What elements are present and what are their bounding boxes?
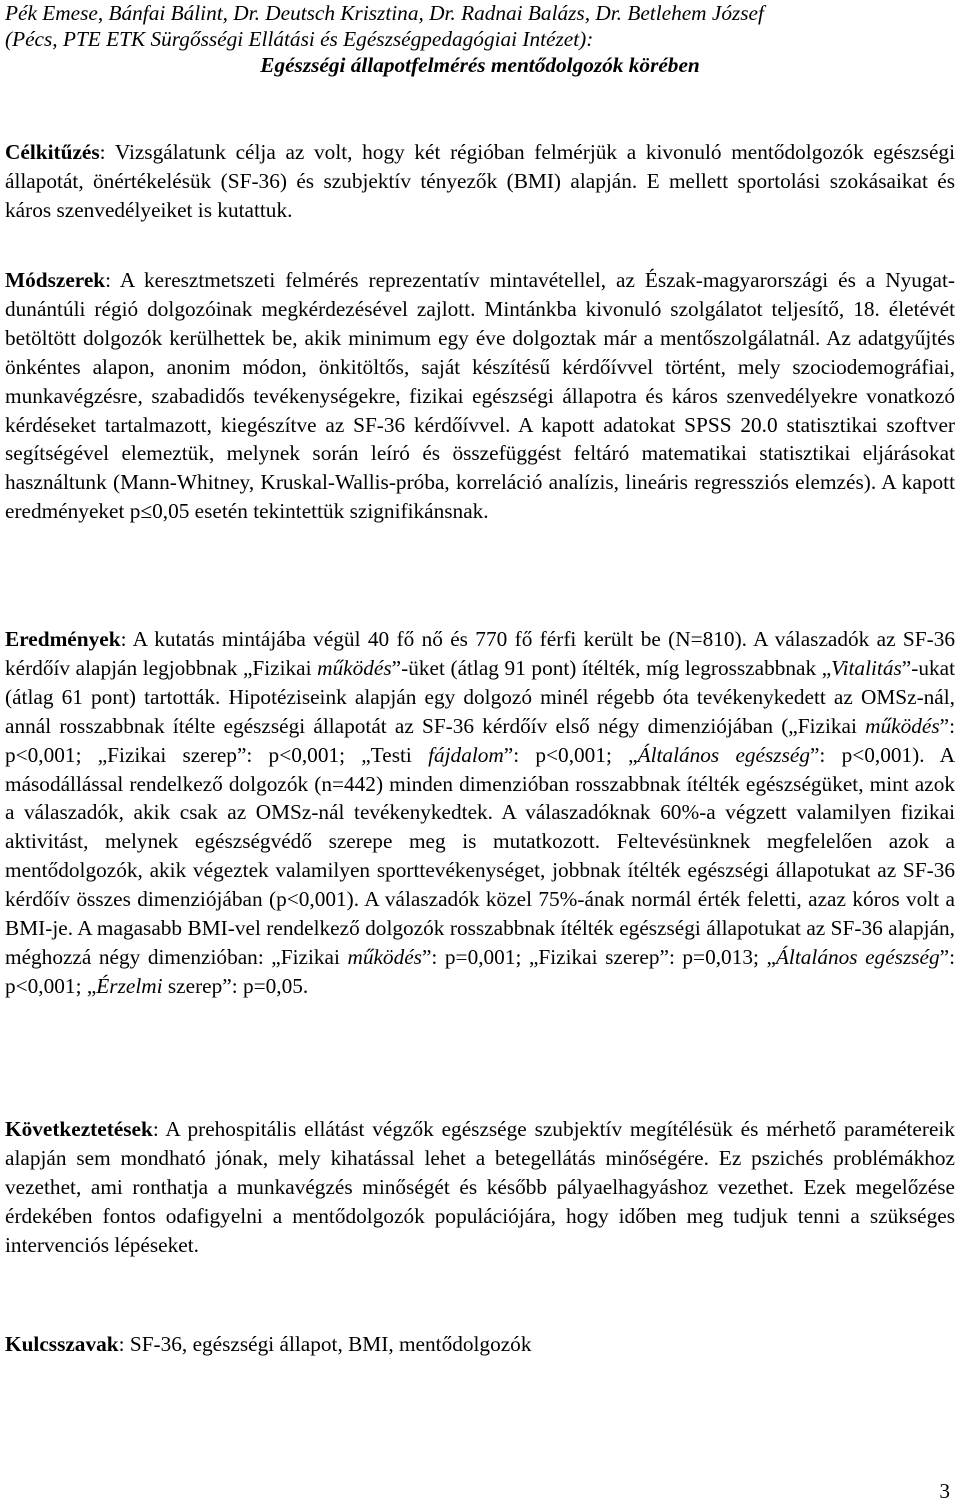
section-eredmenyek <box>5 625 955 1001</box>
section-text-kulcsszavak: : SF-36, egészségi állapot, BMI, mentődolgozók <box>118 1332 532 1356</box>
results-text: ”: p<0,001; „Fizikai szerep”: p<0,001; „Testi <box>5 713 955 767</box>
authors-line: Pék Emese, Bánfai Bálint, Dr. Deutsch Krisztina, Dr. Radnai Balázs, Dr. Betlehem József <box>5 1 764 25</box>
abstract-title: Egészségi állapotfelmérés mentődolgozók körében <box>260 53 700 77</box>
results-text: ”-üket (átlag 91 pont) ítélték, míg legrosszabbnak „ <box>391 655 832 680</box>
results-italic-term: Általános egészség <box>637 742 810 767</box>
section-kovetkeztetesek <box>5 1115 955 1260</box>
results-italic-term: Vitalitás <box>831 655 902 680</box>
results-text: szerep”: p=0,05. <box>162 973 309 998</box>
results-italic-term: fájdalom <box>428 742 504 767</box>
section-kulcsszavak <box>5 1330 955 1359</box>
results-italic-term: Általános egészség <box>775 944 940 969</box>
results-text: ”-ukat (átlag 61 pont) tartották. Hipotéziseink alapján egy dolgozó minél régebb óta tevékenykedett az OMSz-nál, annál rosszabbnak ítélte egészségi állapotát az SF-36 kérdőív első négy dimenziójában („Fizikai <box>5 655 955 738</box>
section-modszerek <box>5 266 955 526</box>
affiliation-line: (Pécs, PTE ETK Sürgősségi Ellátási és Egészségpedagógiai Intézet): <box>5 27 594 51</box>
results-text: ”: p=0,001; „Fizikai szerep”: p=0,013; „ <box>421 944 776 969</box>
results-italic-term: működés <box>865 713 940 738</box>
results-text: ”: p<0,001). A másodállással rendelkező dolgozók (n=442) minden dimenzióban rosszabbnak ítélték egészségüket, mint azok a válaszadók, akik csak az OMSz-nál tevékenykedtek. A válaszadóknak 60%-a végzett valamilyen fizikai aktivitást, melynek egészségvédő szerepe meg is mutatkozott. Feltevésünknek megfelelően azok a mentődolgozók, akik végeztek valamilyen sporttevékenységet, jobbnak ítélték egészségi állapotukat az SF-36 kérdőív összes dimenziójában (p<0,001). A válaszadók közel 75%-ának normál érték feletti, azaz kóros volt a BMI-je. A magasabb BMI-vel rendelkező dolgozók rosszabbnak ítélték egészségi állapotukat az SF-36 alapján, méghozzá négy dimenzióban: „Fizikai <box>5 742 956 969</box>
section-label-eredmenyek: Eredmények <box>5 627 121 651</box>
section-text-celkituzes: : Vizsgálatunk célja az volt, hogy két régióban felmérjük a kivonuló mentődolgozók egészségi állapotát, önértékelésük (SF-36) és szubjektív tényezők (BMI) alapján. E mellett sportolási szokásaikat és káros szenvedélyeiket is kutattuk. <box>5 140 955 222</box>
section-label-kulcsszavak: Kulcsszavak <box>5 1332 119 1356</box>
results-text: : A kutatás mintájába végül 40 fő nő és 770 fő férfi került be (N=810). A válaszadók az SF-36 kérdőív alapján legjobbnak „Fizikai <box>5 627 955 680</box>
results-text: ”: p<0,001; „ <box>503 742 638 767</box>
section-label-modszerek: Módszerek <box>5 268 106 292</box>
results-italic-term: működés <box>317 655 392 680</box>
section-label-celkituzes: Célkitűzés <box>5 140 100 164</box>
results-italic-term: Érzelmi <box>96 973 163 998</box>
section-celkituzes <box>5 138 955 225</box>
section-text-kovetkeztetesek: : A prehospitális ellátást végzők egészsége szubjektív megítélésük és mérhető paramétereik alapján sem mondható jónak, mely kihatással lehet a betegellátás minőségére. Ez pszichés problémákhoz vezethet, ami ronthatja a munkavégzés minőségét és később pályaelhagyáshoz vezethet. Ezek megelőzése érdekében fontos odafigyelni a mentődolgozók populációjára, hogy időben meg tudjuk tenni a szükséges intervenciós lépéseket. <box>5 1117 955 1257</box>
header <box>5 0 955 78</box>
results-italic-term: működés <box>347 944 422 969</box>
results-text: ”: p<0,001; „ <box>5 944 955 998</box>
page-number: 3 <box>939 1479 950 1503</box>
section-label-kovetkeztetesek: Következtetések <box>5 1117 153 1141</box>
section-text-modszerek: : A keresztmetszeti felmérés reprezentatív mintavétellel, az Észak-magyarországi és a Nyugat-dunántúli régió dolgozóinak megkérdezésével zajlott. Mintánkba kivonuló szolgálatot teljesítő, 18. életévét betöltött dolgozók kerülhettek be, akik minimum egy éve dolgoztak már a mentőszolgálatnál. Az adatgyűjtés önkéntes alapon, anonim módon, önkitöltős, saját készítésű kérdőívvel történt, mely szociodemográfiai, munkavégzésre, szabadidős tevékenységekre, fizikai egészségi állapotra és káros szenvedélyekre vonatkozó kérdéseket tartalmazott, kiegészítve az SF-36 kérdőívvel. A kapott adatokat SPSS 20.0 statisztikai szoftver segítségével elemeztük, melynek során leíró és összefüggést feltáró matematikai statisztikai eljárásokat használtunk (Mann-Whitney, Kruskal-Wallis-próba, korreláció analízis, lineáris regressziós elemzés). A kapott eredményeket p≤0,05 esetén tekintettük szignifikánsnak. <box>5 268 955 524</box>
